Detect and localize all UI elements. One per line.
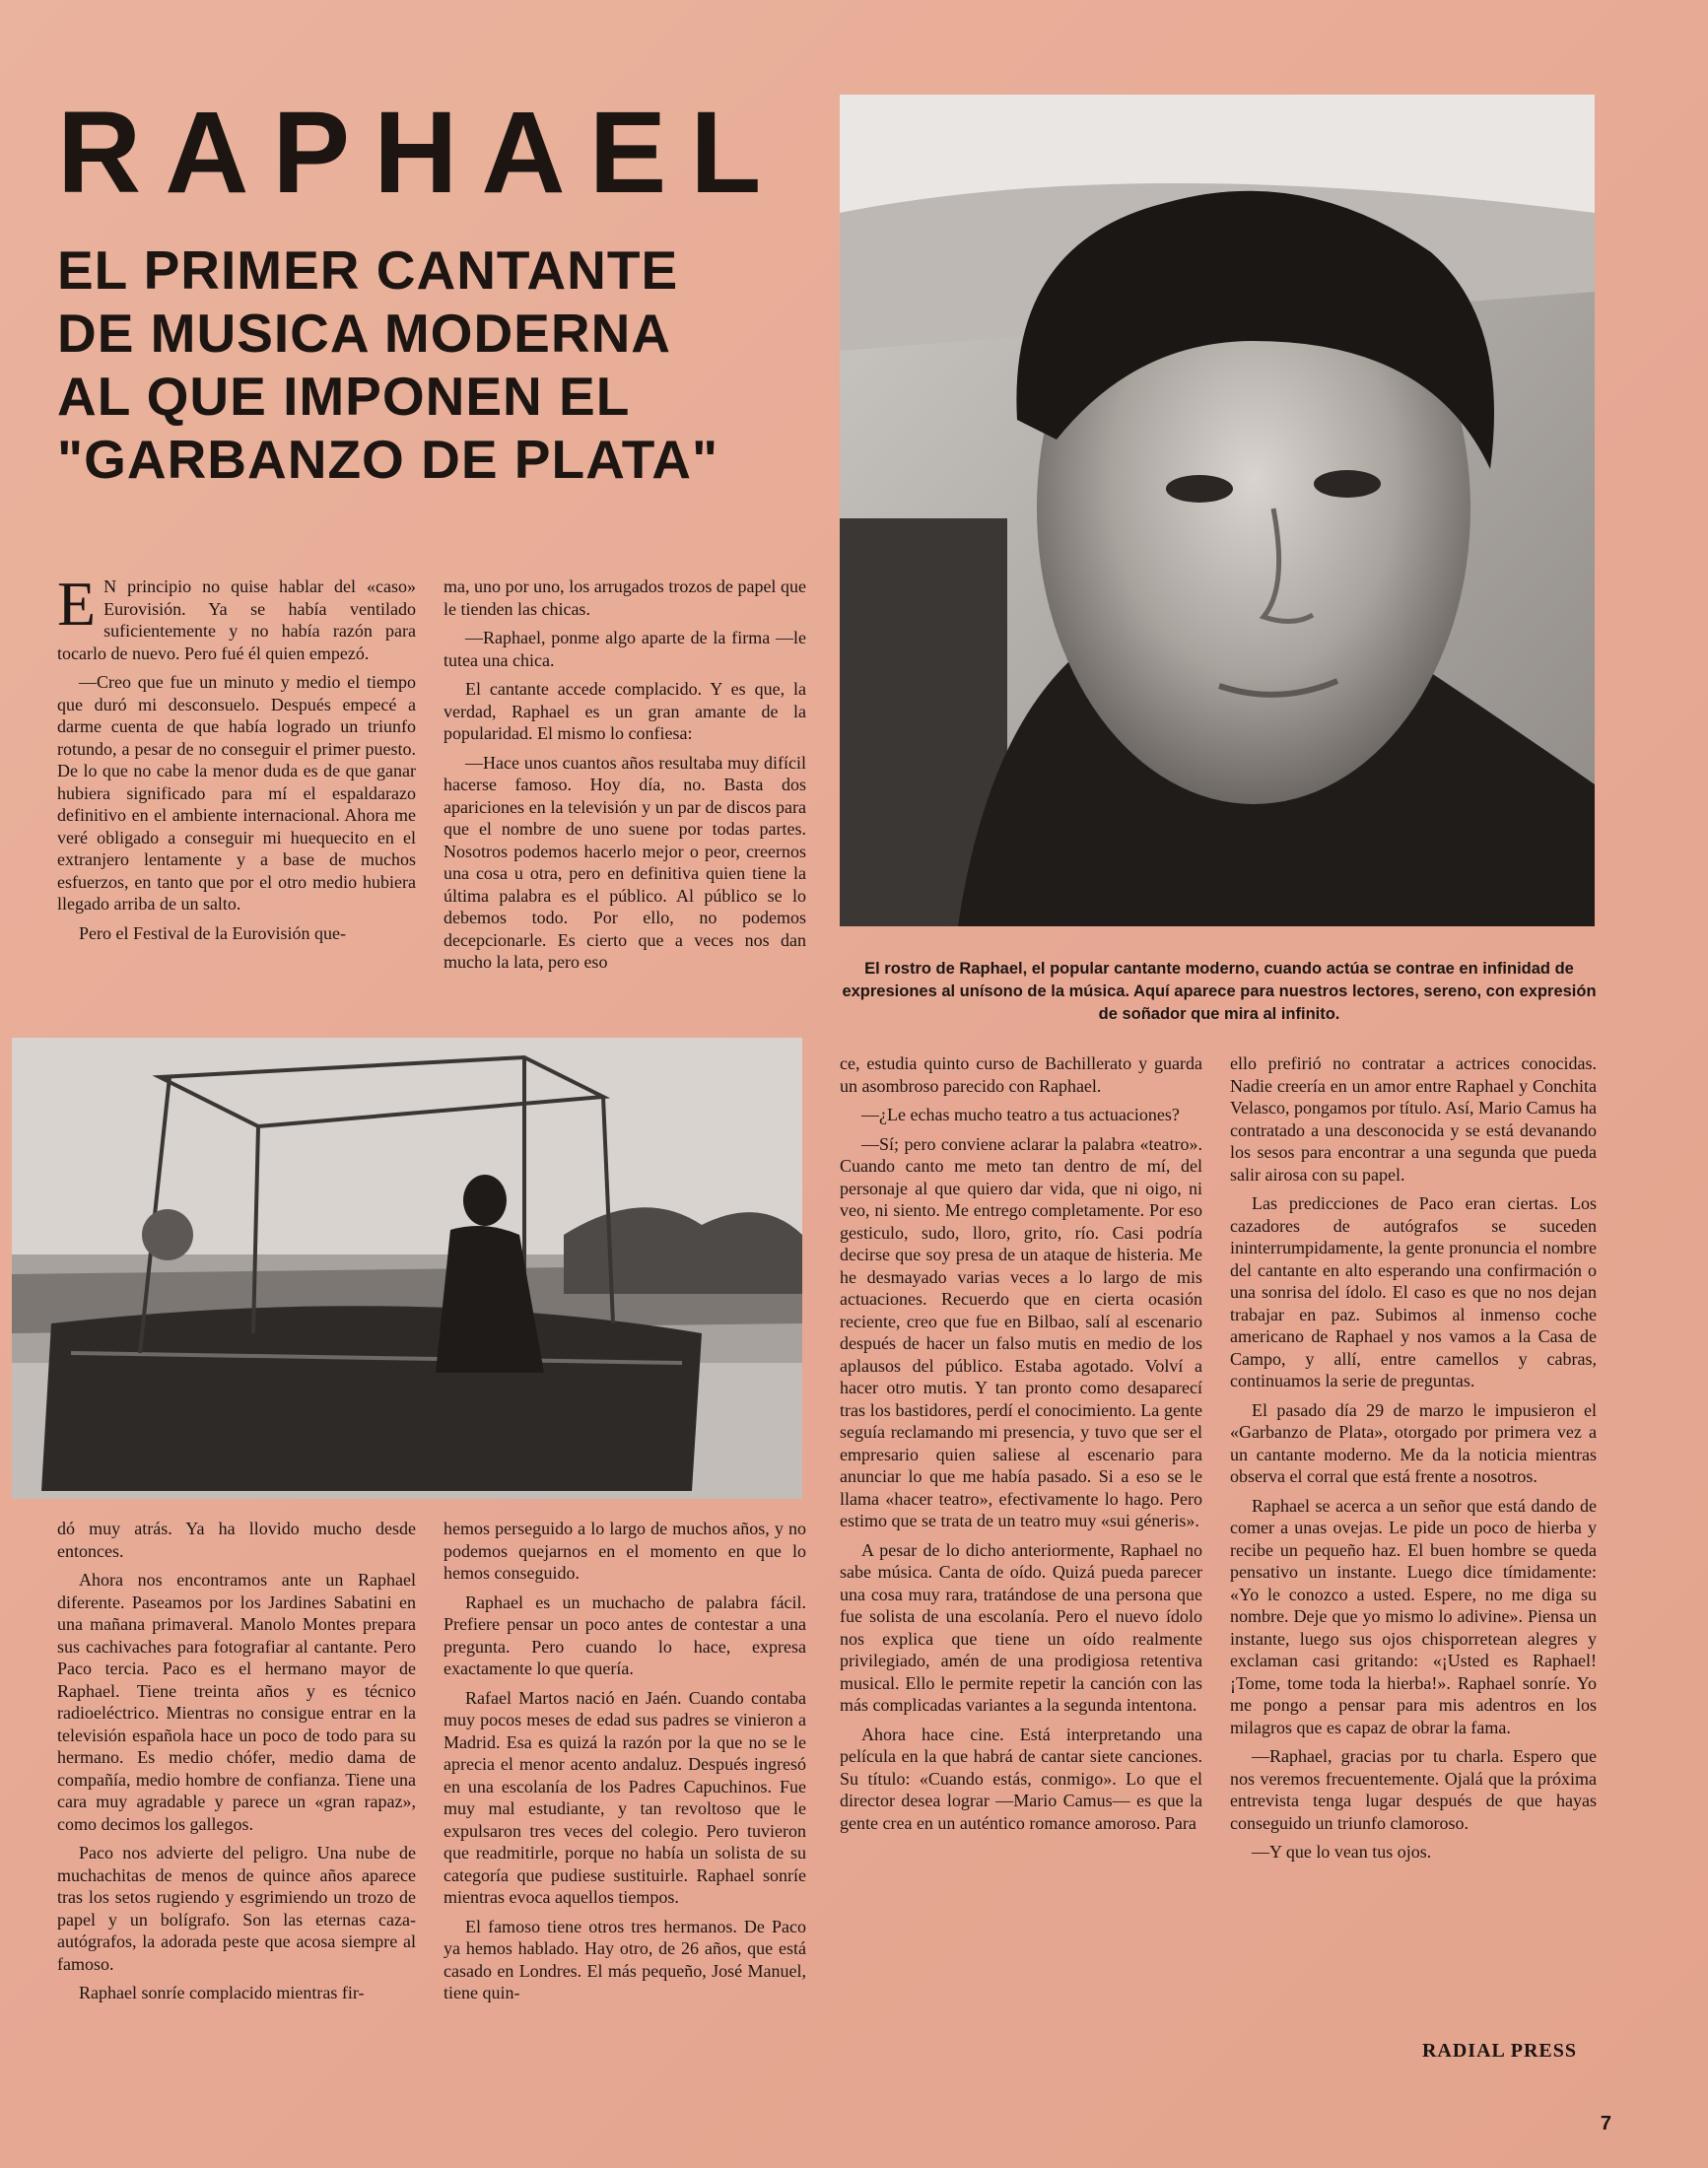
- paragraph: —Creo que fue un minuto y medio el tiempo que duró mi desconsuelo. Después empecé a darme cuenta de que había logrado un triunfo rotundo, a pesar de no conseguir el primer puesto. De lo que no cabe la menor duda es de que ganar hubiera significado para mí el espaldarazo definitivo en el ambiente internacional. Ahora me veré obligado a conseguir mi huequecito en el extranjero lentamente y a base de muchos esfuerzos, en tanto que por el otro medio hubiera llegado arriba de un salto.: [57, 672, 416, 914]
- paragraph: Ahora nos encontramos ante un Raphael diferente. Paseamos por los Jardines Sabatini en una mañana primaveral. Manolo Montes prepara sus cachivaches para fotografiar al cantante. Pero Paco tercia. Paco es el hermano mayor de Raphael. Tiene treinta años y es técnico radioeléctrico. Mientras no consigue entrar en la televisión española hace un poco de todo para su hermano. Es medio chófer, medio dama de compañía, medio hombre de confianza. Tiene una cara muy agradable y parece un «gran rapaz», como decimos los gallegos.: [57, 1570, 416, 1834]
- paragraph: A pesar de lo dicho anteriormente, Raphael no sabe música. Canta de oído. Quizá pueda parecer una cosa muy rara, tratándose de una persona que fue solista de una escolanía. Pero el nuevo ídolo nos explica que tiene un oído realmente privilegiado, amén de una prodigiosa retentiva musical. Ello le permite repetir la canción con las más complicadas variantes a la segunda intentona.: [840, 1539, 1202, 1715]
- article-subtitle: [57, 238, 816, 491]
- paragraph: Rafael Martos nació en Jaén. Cuando contaba muy pocos meses de edad sus padres se vinieron a Madrid. Esa es quizá la razón por la que no se le aprecia el menor acento andaluz. Después ingresó en una escolanía de los Padres Capuchinos. Fue muy mal estudiante, y tan revoltoso que le expulsaron tres veces del colegio. Pero tuvieron que readmitirle, porque no había un solista de su categoría que pudiese sustituirle. Raphael sonríe mientras evoca aquellos tiempos.: [444, 1687, 806, 1907]
- paragraph: —¿Le echas mucho teatro a tus actuaciones?: [861, 1105, 1180, 1124]
- photo-caption: El rostro de Raphael, el popular cantante moderno, cuando actúa se contrae en infinidad de expresiones al unísono de la música. Aquí aparece para nuestros lectores, sereno, con expresión de soñador que mira al infinito.: [842, 960, 1597, 1023]
- paragraph-text: N principio no quise hablar del «caso» Eurovisión. Ya se había ventilado suficientemente y no había razón para tocarlo de nuevo. Pero fué él quien empezó.: [57, 576, 416, 663]
- paragraph: hemos perseguido a lo largo de muchos años, y no podemos quejarnos en el momento en que lo hemos conseguido.: [444, 1519, 806, 1583]
- paragraph: —Y que lo vean tus ojos.: [1252, 1842, 1432, 1862]
- paragraph: ce, estudia quinto curso de Bachillerato y guarda un asombroso parecido con Raphael.: [840, 1053, 1202, 1096]
- paragraph: Raphael es un muchacho de palabra fácil. Prefiere pensar un poco antes de contestar a una pregunta. Pero cuando lo hace, expresa exactamente lo que quería.: [444, 1592, 806, 1678]
- portrait-photo-image: [840, 95, 1595, 926]
- paragraph: El famoso tiene otros tres hermanos. De Paco ya hemos hablado. Hay otro, de 26 años, que está casado en Londres. El más pequeño, José Manuel, tiene quin-: [444, 1916, 806, 2002]
- subtitle-line: AL QUE IMPONEN EL: [57, 366, 631, 427]
- paragraph: Paco nos advierte del peligro. Una nube de muchachitas de menos de quince años aparece tras los setos rugiendo y esgrimiendo un trozo de papel y un bolígrafo. Son las eternas caza-autógrafos, la adorada peste que acosa siempre al famoso.: [57, 1843, 416, 1974]
- paragraph: [57, 569, 416, 664]
- portrait-photo: [840, 95, 1595, 926]
- paragraph: —Sí; pero conviene aclarar la palabra «teatro». Cuando canto me meto tan dentro de mí, del personaje al que quiero dar vida, que ni oigo, ni veo, ni siento. Me entrego completamente. Por eso gesticulo, sudo, lloro, grito, río. Casi podría decirse que soy presa de un ataque de histeria. Me he desmayado varias veces a lo largo de mis actuaciones. Recuerdo que en cierta ocasión reciente, creo que fue en Bilbao, salí al escenario después de hacer un falso mutis en medio de los aplausos del público. Estaba agotado. Volví a hacer otro mutis. Y tan pronto como desaparecí tras los bastidores, perdí el conocimiento. La gente seguía reclamando mi presencia, y tuvo que ser el empresario quien saliese al escenario para anunciar lo que me había pasado. Si a eso se le llama «hacer teatro», efectivamente lo hago. Pero estimo que se trata de un teatro muy «sui géneris».: [840, 1133, 1202, 1530]
- paragraph: Raphael se acerca a un señor que está dando de comer a unas ovejas. Le pide un poco de hierba y recibe un pequeño haz. El buen hombre se queda pensativo un instante. Luego dice tímidamente: «Yo le conozco a usted. Espere, no me diga su nombre. Deje que yo mismo lo adivine». Piensa un instante, luego sus ojos chisporretean alegres y exclaman casi gritando: «¡Usted es Raphael! ¡Tome, tome toda la hierba!». Raphael sonríe. Yo me pongo a pensar para mis adentros en los milagros que es capaz de obrar la fama.: [1230, 1495, 1597, 1737]
- page-number: 7: [1600, 2113, 1611, 2134]
- paragraph: El cantante accede complacido. Y es que, la verdad, Raphael es un gran amante de la popularidad. El mismo lo confiesa:: [444, 679, 806, 743]
- paragraph: —Hace unos cuantos años resultaba muy difícil hacerse famoso. Hoy día, no. Basta dos apariciones en la televisión y un par de discos para que el nombre de uno suene por todas partes. Nosotros podemos hacerlo mejor o peor, creernos una cosa u otra, pero en definitiva quien tiene la última palabra es el público. Al público se lo debemos todo. Por ello, no podemos decepcionarle. Es cierto que a veces nos dan mucho la lata, pero eso: [444, 752, 806, 972]
- article-column-4: [444, 1518, 806, 2004]
- paragraph: ello prefirió no contratar a actrices conocidas. Nadie creería en un amor entre Raphael y Conchita Velasco, pongamos por título. Así, Mario Camus ha contratado a una desconocida y se está devanando los sesos para encontrar a una segunda que pueda salir airosa con su papel.: [1230, 1053, 1597, 1185]
- paragraph: Ahora hace cine. Está interpretando una película en la que habrá de cantar siete canciones. Su título: «Cuando estás, conmigo». Lo que el director desea lograr —Mario Camus— es que la gente crea en un auténtico romance amoroso. Para: [840, 1724, 1202, 1833]
- paragraph: —Raphael, ponme algo aparte de la firma —le tutea una chica.: [444, 628, 806, 670]
- subtitle-line: EL PRIMER CANTANTE: [57, 239, 679, 301]
- paragraph: —Raphael, gracias por tu charla. Espero que nos veremos frecuentemente. Ojalá que la próxima entrevista tenga lugar después de que hayas conseguido un triunfo clamoroso.: [1230, 1746, 1597, 1833]
- paragraph: Las predicciones de Paco eran ciertas. Los cazadores de autógrafos se suceden ininterrumpidamente, la gente pronuncia el nombre del cantante en alto esperando una confirmación o una sonrisa del ídolo. El caso es que no nos dejan trabajar en paz. Subimos al inmenso coche americano de Raphael y nos vamos a la Casa de Campo, y allí, entre camellos y cabras, continuamos la serie de preguntas.: [1230, 1193, 1597, 1390]
- paragraph: dó muy atrás. Ya ha llovido mucho desde entonces.: [57, 1519, 416, 1561]
- article-title: RAPHAEL: [57, 88, 786, 218]
- article-column-6: [1230, 1052, 1597, 1863]
- article-column-5: [840, 1052, 1202, 1834]
- article-column-2: [444, 576, 806, 974]
- paragraph: ma, uno por uno, los arrugados trozos de papel que le tienden las chicas.: [444, 576, 806, 619]
- boat-photo: [12, 1038, 802, 1499]
- article-column-3: [57, 1518, 416, 2004]
- subtitle-line: DE MUSICA MODERNA: [57, 303, 672, 364]
- boat-photo-image: [12, 1038, 802, 1499]
- subtitle-line: "GARBANZO DE PLATA": [57, 429, 719, 490]
- drop-cap: E: [57, 569, 97, 639]
- byline-signature: RADIAL PRESS: [1421, 2040, 1577, 2062]
- paragraph: Raphael sonríe complacido mientras fir-: [79, 1983, 365, 2002]
- article-column-1: [57, 569, 416, 944]
- paragraph: El pasado día 29 de marzo le impusieron el «Garbanzo de Plata», otorgado por primera vez a un cantante moderno. Me da la noticia mientras observa el corral que está frente a nosotros.: [1230, 1399, 1597, 1486]
- paragraph: Pero el Festival de la Eurovisión que-: [79, 922, 346, 943]
